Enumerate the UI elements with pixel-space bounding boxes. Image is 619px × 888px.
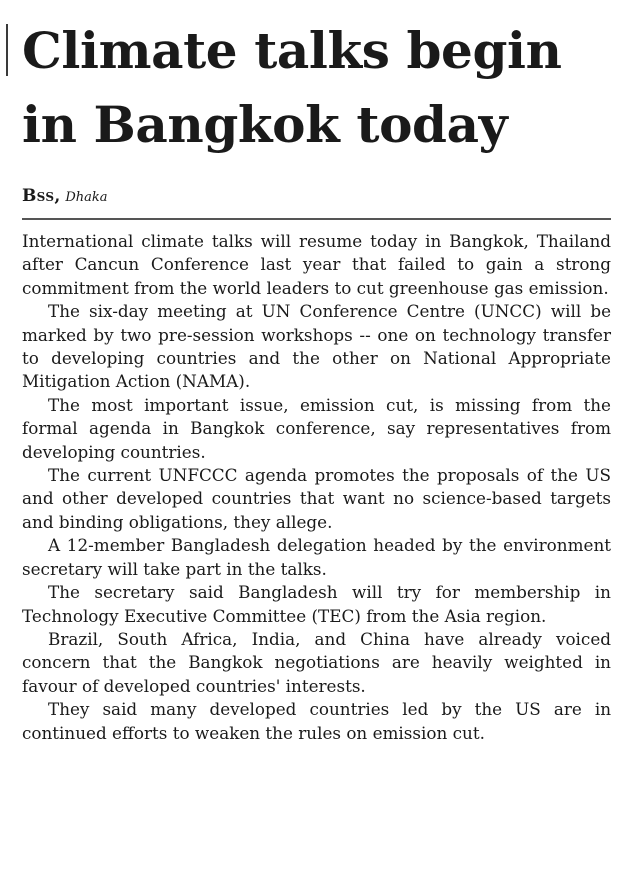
byline [22, 186, 108, 206]
paragraph: They said many developed countries led by the US are in continued efforts to weaken the rules on emission cut. [22, 699, 611, 743]
column-rule [6, 24, 8, 76]
paragraph: The secretary said Bangladesh will try for membership in Technology Executive Committee (TEC) from the Asia region. [22, 582, 611, 626]
paragraph: The current UNFCCC agenda promotes the proposals of the US and other developed countries that want no science-based targets and binding obligations, they allege. [22, 465, 611, 532]
paragraph: The six-day meeting at UN Conference Centre (UNCC) will be marked by two pre-session workshops -- one on technology transfer to developing countries and the other on National Appropriate Mitigation Action (NAMA). [22, 301, 611, 392]
byline-location: Dhaka [65, 190, 108, 205]
paragraph: International climate talks will resume today in Bangkok, Thailand after Cancun Conference last year that failed to gain a strong commitment from the world leaders to cut greenhouse gas emission. [22, 231, 611, 298]
byline-divider [22, 218, 611, 220]
byline-agency: Bss, [22, 186, 61, 206]
paragraph: Brazil, South Africa, India, and China have already voiced concern that the Bangkok negotiations are heavily weighted in favour of developed countries' interests. [22, 628, 611, 696]
paragraph: A 12-member Bangladesh delegation headed by the environment secretary will take part in the talks. [22, 535, 611, 579]
headline: Climate talks begin in Bangkok today [22, 21, 562, 154]
paragraph: The most important issue, emission cut, is missing from the formal agenda in Bangkok conference, say representatives from developing countries. [22, 394, 611, 462]
article-body [22, 230, 611, 745]
